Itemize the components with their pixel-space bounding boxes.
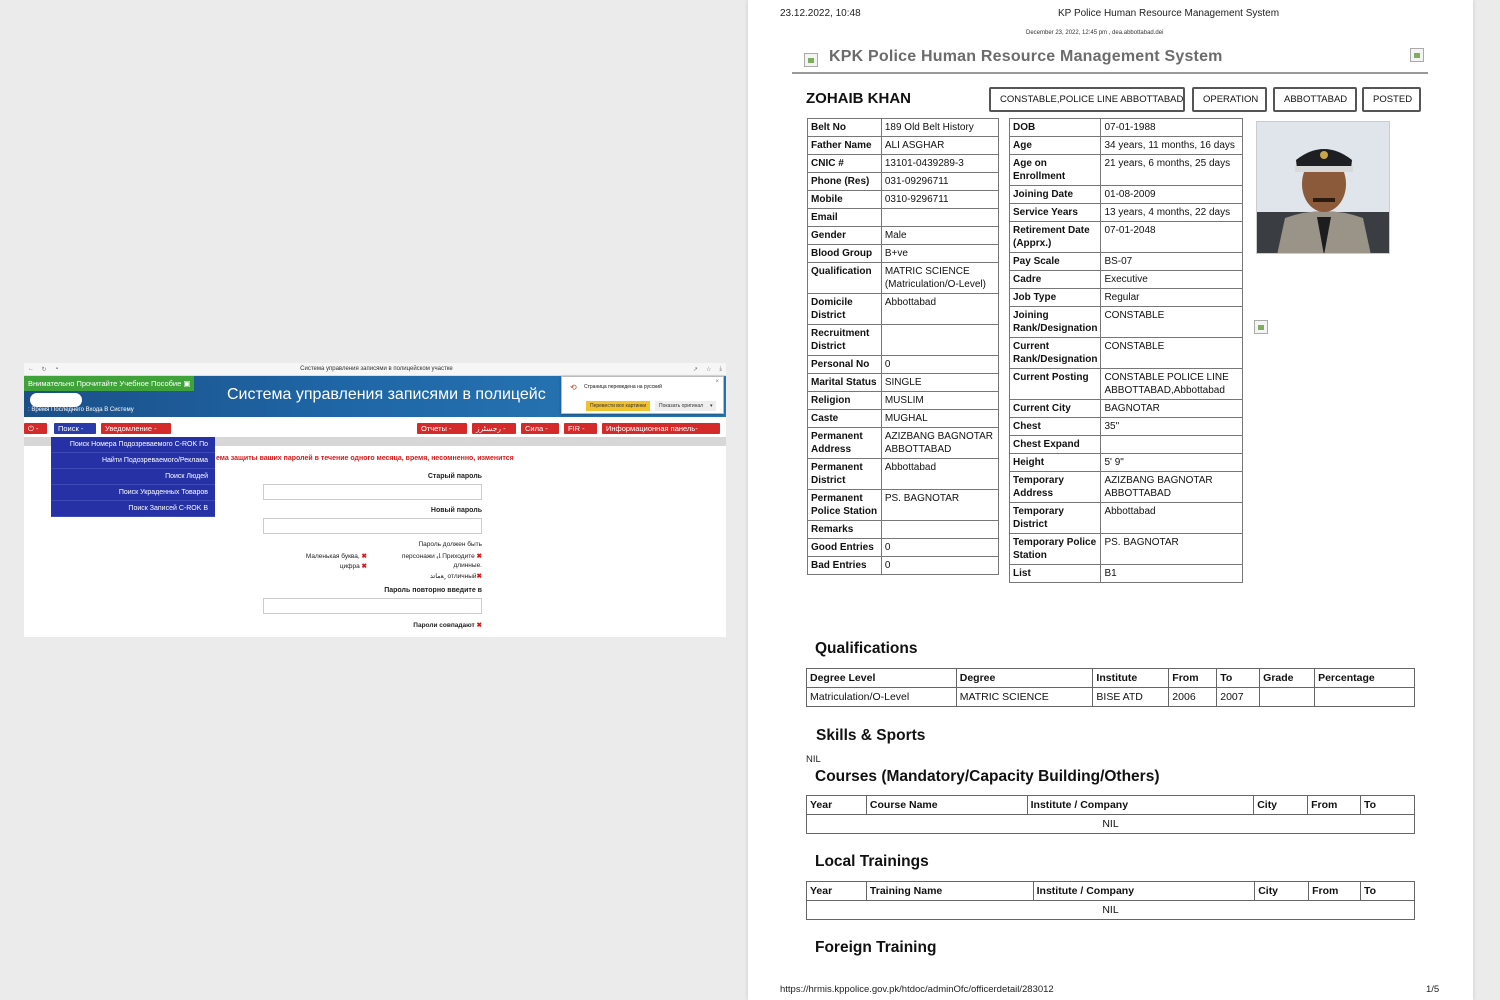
search-dropdown [51, 437, 215, 517]
rule-lowercase-text: Маленькая буква, [305, 553, 360, 560]
registers-menu[interactable]: رجسٹرز - [472, 423, 516, 434]
info-value: 031-09296711 [881, 173, 998, 191]
info-row [1010, 400, 1243, 418]
info-label: Good Entries [808, 539, 882, 557]
info-label: List [1010, 565, 1101, 583]
info-label: Pay Scale [1010, 253, 1101, 271]
info-row [1010, 186, 1243, 204]
info-value: 01-08-2009 [1101, 186, 1243, 204]
info-label: Chest Expand [1010, 436, 1101, 454]
info-label: Domicile District [808, 294, 882, 325]
passwords-match [413, 621, 482, 629]
table-row [807, 901, 1415, 920]
info-value: Regular [1101, 289, 1243, 307]
password-notice: ема защиты ваших паролей в течение одного месяца, время, несомненно, изменится [216, 455, 514, 462]
passwords-match-text: Пароли совпадают [413, 622, 475, 629]
column-header: From [1309, 882, 1361, 901]
table-row [807, 815, 1415, 834]
info-label: Marital Status [808, 374, 882, 392]
info-value: Abbottabad [881, 294, 998, 325]
bookmark-icon[interactable]: ☆ [705, 366, 712, 373]
info-value: CONSTABLE POLICE LINE ABBOTTABAD,Abbottabad [1101, 369, 1243, 400]
info-label: Height [1010, 454, 1101, 472]
info-row [1010, 289, 1243, 307]
show-original-button[interactable]: Показать оригинал [655, 401, 707, 411]
info-value [881, 325, 998, 356]
info-label: Age [1010, 137, 1101, 155]
info-label: Bad Entries [808, 557, 882, 575]
officer-profile-printout [748, 0, 1473, 1000]
column-header: Year [807, 796, 867, 815]
last-login-note: : Время Последнего Входа В Систему [28, 407, 134, 413]
page-url: https://hrmis.kppolice.gov.pk/htdoc/adminOfc/officerdetail/283012 [780, 984, 1054, 995]
local-trainings-title: Local Trainings [815, 853, 929, 870]
column-header: Institute [1093, 669, 1169, 688]
table-cell: Matriculation/O-Level [807, 688, 957, 707]
column-header: Year [807, 882, 867, 901]
print-date: 23.12.2022, 10:48 [780, 8, 861, 19]
table-header-row [807, 882, 1415, 901]
table-row [807, 688, 1415, 707]
repeat-password-field[interactable] [263, 598, 482, 614]
column-header: Training Name [866, 882, 1033, 901]
info-label: Father Name [808, 137, 882, 155]
chevron-down-icon[interactable]: ▾ [707, 401, 716, 411]
rule-digit-text: цифра [339, 563, 360, 570]
info-value: 0310-9296711 [881, 191, 998, 209]
info-label: Service Years [1010, 204, 1101, 222]
info-label: Age on Enrollment [1010, 155, 1101, 186]
status-tag: POSTED [1362, 87, 1421, 112]
info-label: Mobile [808, 191, 882, 209]
info-label: Religion [808, 392, 882, 410]
info-label: Temporary District [1010, 503, 1101, 534]
info-row [1010, 436, 1243, 454]
info-value: 0 [881, 557, 998, 575]
skills-value: NIL [806, 754, 821, 765]
info-value: 07-01-2048 [1101, 222, 1243, 253]
info-row [1010, 503, 1243, 534]
courses-table [806, 795, 1415, 834]
info-value: 5' 9" [1101, 454, 1243, 472]
rule-chars [402, 552, 482, 560]
info-label: Qualification [808, 263, 882, 294]
info-row [808, 521, 999, 539]
info-label: Current Posting [1010, 369, 1101, 400]
rule-lowercase [306, 552, 367, 560]
info-value: ALI ASGHAR [881, 137, 998, 155]
column-header: From [1308, 796, 1361, 815]
info-value: BS-07 [1101, 253, 1243, 271]
info-value: B+ve [881, 245, 998, 263]
download-icon[interactable]: ⤓ [719, 365, 722, 372]
table-cell [1315, 688, 1415, 707]
info-value: 35" [1101, 418, 1243, 436]
info-value: BAGNOTAR [1101, 400, 1243, 418]
translate-icon: ⟲ [570, 383, 577, 392]
info-value: CONSTABLE [1101, 338, 1243, 369]
table-cell: 2006 [1169, 688, 1217, 707]
column-header: Degree [956, 669, 1093, 688]
info-row [1010, 338, 1243, 369]
info-row [1010, 565, 1243, 583]
info-row [1010, 534, 1243, 565]
info-label: Belt No [808, 119, 882, 137]
broken-image-icon [1254, 320, 1268, 334]
notifications-menu[interactable]: Уведомление - [101, 423, 171, 434]
manual-link[interactable] [24, 376, 194, 391]
info-row [808, 557, 999, 575]
column-header: City [1255, 882, 1309, 901]
print-subline: December 23, 2022, 12:45 pm , dea.abbottabad.dei [1026, 30, 1164, 36]
header-divider [792, 72, 1428, 74]
close-icon[interactable]: × [715, 379, 719, 385]
courses-title: Courses (Mandatory/Capacity Building/Others) [815, 768, 1160, 785]
print-header-title: KP Police Human Resource Management System [1058, 8, 1280, 19]
info-label: Job Type [1010, 289, 1101, 307]
info-row [1010, 155, 1243, 186]
info-label: Gender [808, 227, 882, 245]
new-password-field[interactable] [263, 518, 482, 534]
info-value: AZIZBANG BAGNOTAR ABBOTTABAD [881, 428, 998, 459]
rule-distinct [430, 572, 482, 580]
info-row [808, 173, 999, 191]
info-row [1010, 307, 1243, 338]
reload-icon[interactable]: ↻ [41, 366, 47, 373]
info-label: Caste [808, 410, 882, 428]
info-row [1010, 271, 1243, 289]
info-value: Male [881, 227, 998, 245]
info-value: 189 Old Belt History [881, 119, 998, 137]
info-row [1010, 137, 1243, 155]
system-title: KPK Police Human Resource Management System [829, 48, 1223, 65]
info-label: Blood Group [808, 245, 882, 263]
column-header: To [1217, 669, 1260, 688]
info-value: 34 years, 11 months, 16 days [1101, 137, 1243, 155]
info-row [808, 490, 999, 521]
info-value: 0 [881, 356, 998, 374]
posting-tag: CONSTABLE,POLICE LINE ABBOTTABAD [989, 87, 1185, 112]
info-value: SINGLE [881, 374, 998, 392]
info-value: Executive [1101, 271, 1243, 289]
column-header: City [1254, 796, 1308, 815]
column-header: To [1361, 882, 1415, 901]
info-row [808, 539, 999, 557]
info-row [808, 410, 999, 428]
fir-menu[interactable]: FIR - [564, 423, 597, 434]
dropdown-item[interactable]: Поиск Записей C-ROK В [51, 501, 215, 517]
info-value: 07-01-1988 [1101, 119, 1243, 137]
dropdown-item[interactable]: Поиск Украденных Товаров [51, 485, 215, 501]
power-menu[interactable]: ⏻ - [24, 423, 47, 434]
info-row [808, 294, 999, 325]
lock-icon: ▪ [55, 366, 59, 372]
officer-name: ZOHAIB KHAN [806, 90, 911, 107]
info-label: Temporary Address [1010, 472, 1101, 503]
translate-images-button[interactable]: Перевести все картинки [586, 401, 650, 411]
info-row [1010, 454, 1243, 472]
search-menu[interactable]: Поиск - [54, 423, 96, 434]
new-password-label: Новый пароль [430, 507, 482, 514]
column-header: Degree Level [807, 669, 957, 688]
info-value: 13101-0439289-3 [881, 155, 998, 173]
site-title: Система управления записями в полицейс [227, 386, 546, 403]
local-trainings-table [806, 881, 1415, 920]
column-header: From [1169, 669, 1217, 688]
info-value: PS. BAGNOTAR [1101, 534, 1243, 565]
table-cell: 2007 [1217, 688, 1260, 707]
info-label: Joining Rank/Designation [1010, 307, 1101, 338]
info-label: Current City [1010, 400, 1101, 418]
column-header: Percentage [1315, 669, 1415, 688]
browser-window [24, 363, 726, 637]
translate-popup [561, 376, 724, 414]
info-value: MUSLIM [881, 392, 998, 410]
info-label: CNIC # [808, 155, 882, 173]
info-value: B1 [1101, 565, 1243, 583]
avatar [30, 393, 82, 407]
dropdown-item[interactable]: Поиск Номера Подозреваемого C-ROK По [51, 437, 215, 453]
rule-long: длинные. [453, 562, 482, 569]
info-label: DOB [1010, 119, 1101, 137]
column-header: To [1361, 796, 1415, 815]
cross-icon: ✖ [476, 622, 482, 629]
force-menu[interactable]: Сила - [521, 423, 559, 434]
info-row [1010, 472, 1243, 503]
main-nav [24, 422, 726, 435]
info-value: PS. BAGNOTAR [881, 490, 998, 521]
translate-message: Страница переведена на русский [584, 384, 662, 390]
browser-toolbar [24, 363, 726, 376]
info-row [808, 392, 999, 410]
info-label: Recruitment District [808, 325, 882, 356]
info-row [1010, 418, 1243, 436]
table-cell: MATRIC SCIENCE [956, 688, 1093, 707]
info-value: 0 [881, 539, 998, 557]
old-password-label: Старый пароль [427, 473, 482, 480]
table-cell [1260, 688, 1315, 707]
password-rules-title: Пароль должен быть [418, 541, 482, 548]
info-row [808, 209, 999, 227]
broken-image-icon [1410, 48, 1424, 62]
info-row [1010, 119, 1243, 137]
info-value [881, 209, 998, 227]
foreign-training-title: Foreign Training [815, 939, 937, 956]
column-header: Institute / Company [1033, 882, 1255, 901]
page-number: 1/5 [1426, 984, 1440, 995]
info-label: Permanent Address [808, 428, 882, 459]
info-label: Retirement Date (Apprx.) [1010, 222, 1101, 253]
info-row [808, 191, 999, 209]
info-row [808, 325, 999, 356]
info-row [808, 356, 999, 374]
broken-logo-icon [804, 53, 818, 67]
repeat-password-label: Пароль повторно введите в [384, 587, 482, 594]
info-value: MUGHAL [881, 410, 998, 428]
info-row [808, 245, 999, 263]
info-value: 21 years, 6 months, 25 days [1101, 155, 1243, 186]
info-value: 13 years, 4 months, 22 days [1101, 204, 1243, 222]
rule-distinct-text: ﻌﻣﺎﺗﺪ ٍ отличный [429, 573, 477, 580]
skills-title: Skills & Sports [816, 727, 926, 744]
cross-icon: ✖ [361, 553, 367, 560]
dropdown-item[interactable]: Поиск Людей [51, 469, 215, 485]
info-label: Joining Date [1010, 186, 1101, 204]
info-row [808, 263, 999, 294]
cross-icon: ✖ [361, 563, 367, 570]
table-header-row [807, 796, 1415, 815]
info-value [881, 521, 998, 539]
column-header: Grade [1260, 669, 1315, 688]
info-value [1101, 436, 1243, 454]
info-value: MATRIC SCIENCE (Matriculation/O-Level) [881, 263, 998, 294]
table-header-row [807, 669, 1415, 688]
info-row [808, 374, 999, 392]
info-label: Remarks [808, 521, 882, 539]
info-label: Permanent Police Station [808, 490, 882, 521]
info-row [808, 227, 999, 245]
qualifications-title: Qualifications [815, 640, 918, 657]
info-row [1010, 253, 1243, 271]
info-row [808, 119, 999, 137]
rule-digit [340, 562, 367, 570]
qualifications-table [806, 668, 1415, 707]
table-cell: BISE ATD [1093, 688, 1169, 707]
officer-photo [1256, 121, 1390, 254]
personal-info-table [807, 118, 999, 575]
info-value: AZIZBANG BAGNOTAR ABBOTTABAD [1101, 472, 1243, 503]
back-icon[interactable]: ← [28, 366, 34, 372]
manual-link-label: Внимательно Прочитайте Учебное Пособие [28, 379, 182, 388]
service-info-table [1009, 118, 1243, 583]
reports-menu[interactable]: Отчеты - [417, 423, 467, 434]
district-tag: ABBOTTABAD [1273, 87, 1357, 112]
empty-cell: NIL [807, 901, 1415, 920]
info-row [808, 155, 999, 173]
info-label: Permanent District [808, 459, 882, 490]
empty-cell: NIL [807, 815, 1415, 834]
info-label: Personal No [808, 356, 882, 374]
info-value: Abbottabad [881, 459, 998, 490]
pdf-icon: ▣ [183, 379, 191, 388]
cross-icon: ✖ [476, 553, 482, 560]
info-row [808, 459, 999, 490]
info-row [808, 137, 999, 155]
info-value: Abbottabad [1101, 503, 1243, 534]
share-icon[interactable]: ↗ [692, 366, 698, 373]
old-password-field[interactable] [263, 484, 482, 500]
info-row [1010, 369, 1243, 400]
cross-icon: ✖ [476, 573, 482, 580]
dropdown-item[interactable]: Найти Подозреваемого/Реклама [51, 453, 215, 469]
column-header: Institute / Company [1027, 796, 1254, 815]
branch-tag: OPERATION [1192, 87, 1267, 112]
info-value: CONSTABLE [1101, 307, 1243, 338]
info-label: Cadre [1010, 271, 1101, 289]
info-label: Phone (Res) [808, 173, 882, 191]
info-row [1010, 204, 1243, 222]
info-label: Chest [1010, 418, 1101, 436]
column-header: Course Name [866, 796, 1027, 815]
info-row [1010, 222, 1243, 253]
info-label: Current Rank/Designation [1010, 338, 1101, 369]
address-bar[interactable]: Система управления записями в полицейском участке [300, 366, 453, 372]
rule-chars-text: персонажи ﺎﻳ Приходите [401, 553, 475, 560]
info-label: Email [808, 209, 882, 227]
info-label: Temporary Police Station [1010, 534, 1101, 565]
dashboard-menu[interactable]: Информационная панель- [602, 423, 720, 434]
info-row [808, 428, 999, 459]
